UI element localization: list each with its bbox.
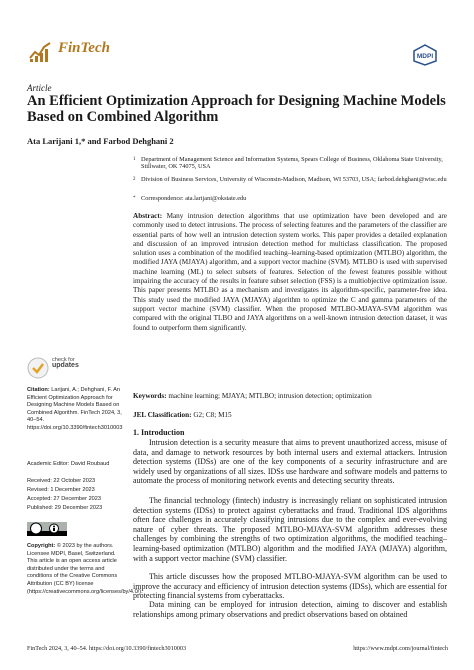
body-paragraph: Intrusion detection is a security measure that aims to prevent unauthorized access, misuse of data, and damage to network resources by both internal users and external attackers. Intrusion detection systems (IDSs) are one of the key components of a security infrastructure and are widely used by organizations of all sizes. IDSs use hardware and software models and patterns to automate the process of monitoring network events and detecting security threats. [133, 438, 447, 486]
footer-journal-url[interactable]: https://www.mdpi.com/journal/fintech [353, 645, 448, 652]
revised-date: Revised: 1 December 2023 [27, 487, 95, 493]
paper-title: An Efficient Optimization Approach for Designing Machine Models Based on Combined Algorithm [27, 93, 446, 125]
keywords-text: machine learning; MJAYA; MTLBO; intrusion detection; optimization [168, 392, 372, 400]
citation-block [27, 387, 127, 433]
cc-by-license-icon[interactable] [27, 522, 67, 536]
check-line-2: updates [52, 362, 79, 369]
academic-editor: Academic Editor: David Roubaud [27, 461, 110, 467]
section-heading: 1. Introduction [133, 428, 185, 437]
jel-classification [133, 411, 447, 420]
correspondence-text[interactable]: Correspondence: ata.larijani@okstate.edu [141, 195, 247, 202]
jel-text: G2; C8; M15 [193, 411, 232, 419]
published-date: Published: 29 December 2023 [27, 505, 103, 511]
keywords-label: Keywords: [133, 392, 167, 400]
copyright-text: © 2023 by the authors. Licensee MDPI, Basel, Switzerland. This article is an open access article distributed under the terms and conditions of the Creative Commons Attribution (CC BY) license (https://creativecommons.org/licenses/by/4.0/). [27, 543, 143, 595]
received-date: Received: 22 October 2023 [27, 478, 96, 484]
abstract-label: Abstract: [133, 212, 163, 220]
copyright-label: Copyright: [27, 543, 56, 549]
accepted-date: Accepted: 27 December 2023 [27, 496, 102, 502]
article-type: Article [27, 83, 52, 93]
body-paragraph: The financial technology (fintech) industry is increasingly reliant on sophisticated intrusion detection systems (IDSs) to protect against cyberattacks and fraud. Traditional IDS algorithms often face challenges in accurately classifying intrusions due to the complex and ever-evolving nature of cyber threats. The proposed MTLBO-MJAYA-SVM algorithm addresses these challenges by combining the strengths of two optimization algorithms, the modified teaching–learning-based optimization (MTLBO) algorithm and the modified JAYA (MJAYA) algorithm, with a support vector machine (SVM) classifier. [133, 496, 447, 563]
affiliation-text: Department of Management Science and Information Systems, Spears College of Business, Oklahoma State University, Stillwater, OK 74075, USA [141, 156, 443, 171]
affiliation-number: * [133, 196, 136, 201]
check-for-updates-icon[interactable] [27, 357, 49, 379]
body-paragraph: Data mining can be employed for intrusion detection, aiming to discover and establish relationships among primary observations and predict observations based on obtained [133, 600, 447, 619]
affiliation-number: 2 [133, 177, 136, 182]
affiliation-text: Division of Business Services, University of Wisconsin-Madison, Madison, WI 53703, USA; farbod.dehghani@wisc.edu [141, 176, 447, 183]
mdpi-logo-icon[interactable] [412, 44, 438, 66]
abstract [133, 212, 447, 333]
body-paragraph: This article discusses how the proposed MTLBO-MJAYA-SVM algorithm can be used to improve the accuracy and efficiency of intrusion detection systems (IDSs), which are essential for protecting financial systems from cyberattacks. [133, 572, 447, 601]
citation-text[interactable]: Larijani, A.; Dehghani, F. An Efficient Optimization Approach for Designing Machine Models Based on Combined Algorithm. FinTech 2024, 3, 40–54. https://doi.org/10.3390/fintech3010003 [27, 387, 123, 431]
footer-citation[interactable]: FinTech 2024, 3, 40–54. https://doi.org/10.3390/fintech3010003 [27, 645, 187, 652]
citation-label: Citation: [27, 387, 50, 393]
jel-label: JEL Classification: [133, 411, 192, 419]
journal-name: FinTech [58, 40, 110, 56]
affiliation-number: 1 [133, 157, 136, 162]
check-line-1: check for [52, 357, 75, 363]
check-for-updates-label[interactable] [52, 357, 79, 369]
mdpi-logo-text: MDPI [416, 53, 434, 60]
author-list: Ata Larijani 1,* and Farbod Dehghani 2 [27, 136, 174, 146]
abstract-text: Many intrusion detection algorithms that use optimization have been developed and are commonly used to detect intrusions. The process of selecting features and the parameters of the classifier are essential parts of how well an intrusion detection system works. This paper provides a detailed explanation and discussion of an improved intrusion detection method for multiclass classification. The proposed solution uses a combination of the modified teaching–learning-based optimization (MTLBO) algorithm, the modified JAYA (MJAYA) algorithm, and a support vector machine (SVM). MTLBO is used with supervised machine learning (ML) to select subsets of features. Selection of the fewest features possible without impairing the accuracy of the results in feature subset selection (FSS) is a multiobjective optimization issue. This paper presents MTLBO as a mechanism and investigates its algorithm-specific, parameter-free idea. This study used the modified JAYA (MJAYA) algorithm to optimize the C and gamma parameters of the support vector machine (SVM) classifier. When the proposed MTLBO-MJAYA-SVM algorithm was compared with the original TLBO and JAYA algorithms on a well-known intrusion detection dataset, it was found to outperform them significantly. [133, 212, 447, 332]
copyright-block [27, 543, 143, 596]
journal-logo-icon [27, 38, 53, 64]
keywords [133, 392, 447, 401]
